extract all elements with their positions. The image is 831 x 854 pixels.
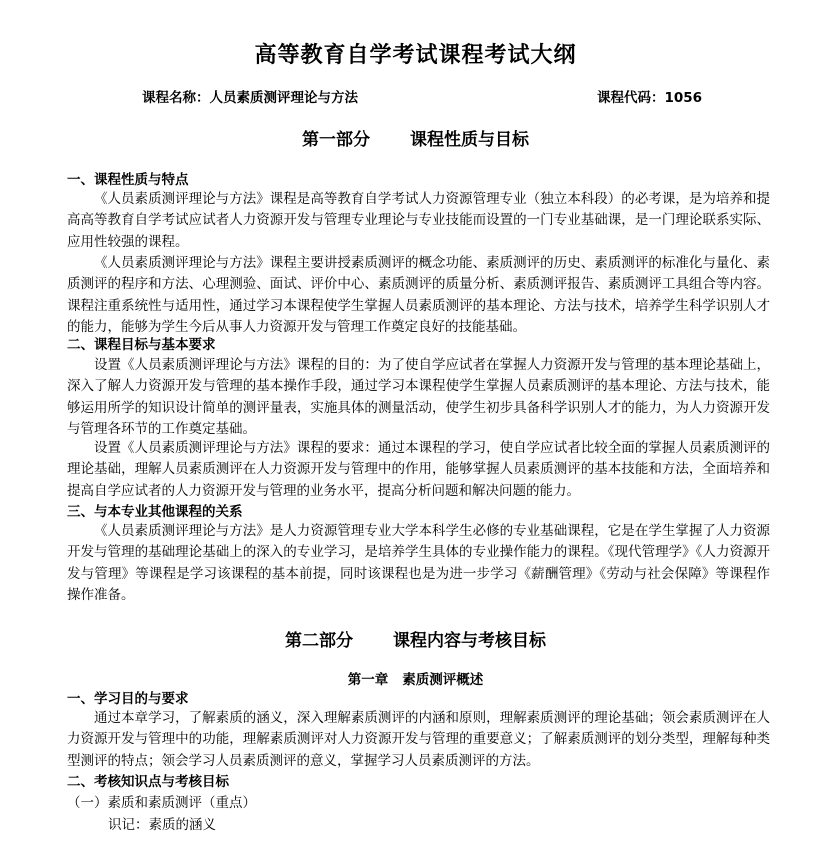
- part1-heading-number: 第一部分: [302, 130, 370, 150]
- paragraph: 设置《人员素质测评理论与方法》课程的要求：通过本课程的学习，使自学应试者比较全面的掌握人员素质测评的理论基础，理解人员素质测评在人力资源开发与管理中的作用，能够掌握人员素质测评的基本技能和方法，全面培养和提高自学应试者的人力资源开发与管理的业务水平，提高分析问题和解决问题的能力。: [67, 440, 770, 499]
- paragraph: 《人员素质测评理论与方法》是人力资源管理专业大学本科学生必修的专业基础课程，它是在学生掌握了人力资源开发与管理的基础理论基础上的深入的专业学习，是培养学生具体的专业操作能力的课程。《现代管理学》《人力资源开发与管理》等课程是学习该课程的基本前提，同时该课程也是为进一步学习《薪酬管理》《劳动与社会保障》等课程作操作准备。: [67, 523, 770, 604]
- paragraph: 通过本章学习，了解素质的涵义，深入理解素质测评的内涵和原则，理解素质测评的理论基础；领会素质测评在人力资源开发与管理中的功能，理解素质测评对人力资源开发与管理的重要意义；了解素质测评的划分类型，理解每种类型测评的特点；领会学习人员素质测评的意义，掌握学习人员素质测评的方法。: [67, 710, 770, 769]
- section-heading: 三、与本专业其他课程的关系: [67, 504, 243, 520]
- paragraph: 设置《人员素质测评理论与方法》课程的目的：为了使自学应试者在掌握人力资源开发与管理的基本理论基础上，深入了解人力资源开发与管理的基本操作手段，通过学习本课程使学生掌握人员素质测评的基本理论、方法与技术，能够运用所学的知识设计简单的测评量表，实施具体的测量活动，使学生初步具备科学识别人才的能力，为人力资源开发与管理各环节的工作奠定基础。: [67, 357, 770, 438]
- course-code: 课程代码：1056: [597, 90, 703, 106]
- subsection-heading: （一）素质和素质测评（重点）: [67, 795, 256, 811]
- part2-heading-number: 第二部分: [285, 631, 353, 651]
- chapter-heading: [0, 668, 831, 688]
- paragraph: 《人员素质测评理论与方法》课程主要讲授素质测评的概念功能、素质测评的历史、素质测评的标准化与量化、素质测评的程序和方法、心理测验、面试、评价中心、素质测评的质量分析、素质测评报告、素质测评工具组合等内容。课程注重系统性与适用性，通过学习本课程使学生掌握人员素质测评的基本理论、方法与技术，培养学生科学识别人才的能力，能够为学生今后从事人力资源开发与管理工作奠定良好的技能基础。: [67, 255, 770, 336]
- section-heading: 一、学习目的与要求: [67, 691, 189, 707]
- part1-heading: [0, 125, 831, 150]
- chapter-title: 素质测评概述: [402, 672, 484, 688]
- section-heading: 二、课程目标与基本要求: [67, 337, 216, 353]
- knowledge-item: 识记：素质的涵义: [108, 817, 216, 833]
- chapter-number: 第一章: [347, 672, 389, 688]
- document-title: 高等教育自学考试课程考试大纲: [254, 43, 577, 68]
- part2-heading: [0, 626, 831, 651]
- part1-heading-title: 课程性质与目标: [410, 130, 529, 150]
- paragraph: 《人员素质测评理论与方法》课程是高等教育自学考试人力资源管理专业（独立本科段）的必考课，是为培养和提高高等教育自学考试应试者人力资源开发与管理专业理论与专业技能而设置的一门专业基础课，是一门理论联系实际、应用性较强的课程。: [67, 191, 770, 250]
- part2-heading-title: 课程内容与考核目标: [393, 631, 546, 651]
- course-name: 课程名称：人员素质测评理论与方法: [142, 90, 358, 106]
- section-heading: 一、课程性质与特点: [67, 172, 189, 188]
- section-heading: 二、考核知识点与考核目标: [67, 774, 229, 790]
